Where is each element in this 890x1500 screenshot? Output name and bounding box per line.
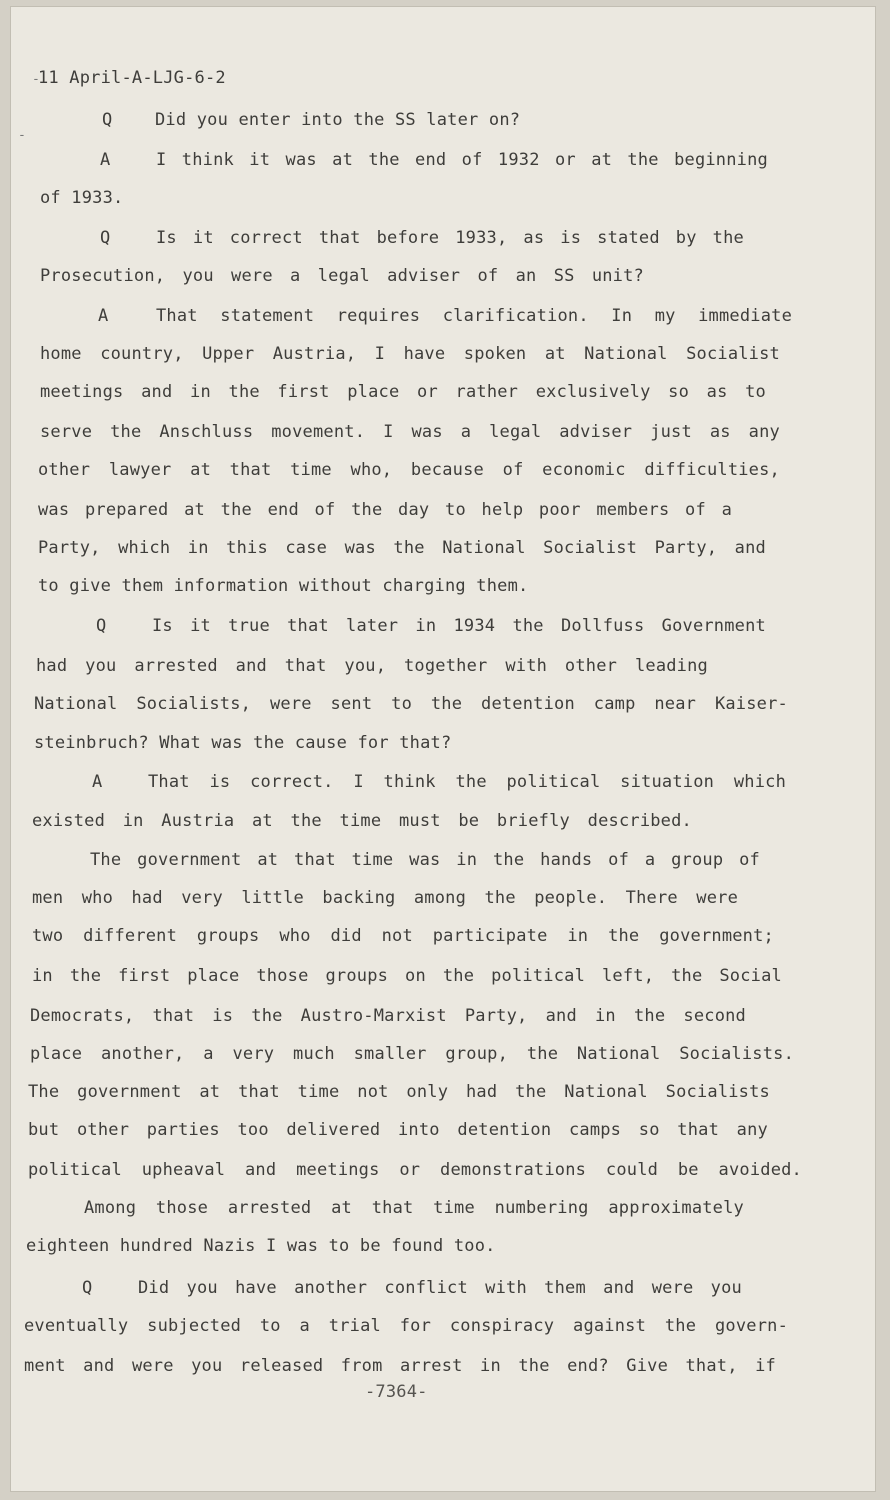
text-line: had you arrested and that you, together with other leading <box>36 656 708 676</box>
text-line: steinbruch? What was the cause for that? <box>34 733 452 753</box>
margin-mark: - <box>32 72 41 87</box>
text-line: but other parties too delivered into detention camps so that any <box>28 1120 768 1140</box>
text-line: political upheaval and meetings or demonstrations could be avoided. <box>28 1160 802 1180</box>
text-line: Did you have another conflict with them and were you <box>138 1278 742 1298</box>
text-line: Among those arrested at that time numbering approximately <box>84 1198 744 1218</box>
text-line: That statement requires clarification. In my immediate <box>156 306 792 326</box>
text-line: ment and were you released from arrest in the end? Give that, if <box>24 1356 776 1376</box>
document-header: 11 April-A-LJG-6-2 <box>38 68 226 88</box>
text-line: Party, which in this case was the National Socialist Party, and <box>38 538 766 558</box>
text-line: to give them information without charging them. <box>38 576 529 596</box>
text-line: I think it was at the end of 1932 or at the beginning <box>156 150 768 170</box>
text-line: serve the Anschluss movement. I was a legal adviser just as any <box>40 422 780 442</box>
text-line: of 1933. <box>40 188 124 208</box>
margin-mark: - <box>18 128 27 143</box>
text-line: The government at that time not only had the National Socialists <box>28 1082 770 1102</box>
text-line: two different groups who did not participate in the government; <box>32 926 774 946</box>
text-line: Is it true that later in 1934 the Dollfuss Government <box>152 616 766 636</box>
text-line: was prepared at the end of the day to help poor members of a <box>38 500 732 520</box>
speaker-label: Q <box>96 616 107 636</box>
speaker-label: A <box>98 306 109 326</box>
speaker-label: Q <box>100 228 111 248</box>
speaker-label: A <box>100 150 111 170</box>
text-line: eighteen hundred Nazis I was to be found too. <box>26 1236 496 1256</box>
text-line: eventually subjected to a trial for conspiracy against the govern- <box>24 1316 788 1336</box>
text-line: Democrats, that is the Austro-Marxist Party, and in the second <box>30 1006 746 1026</box>
text-line: Did you enter into the SS later on? <box>155 110 521 130</box>
text-line: existed in Austria at the time must be briefly described. <box>32 811 692 831</box>
document-page <box>10 6 876 1492</box>
text-line: The government at that time was in the hands of a group of <box>90 850 760 870</box>
page-number: -7364- <box>365 1382 428 1402</box>
speaker-label: A <box>92 772 103 792</box>
text-line: Prosecution, you were a legal adviser of an SS unit? <box>40 266 644 286</box>
speaker-label: Q <box>102 110 113 130</box>
text-line: home country, Upper Austria, I have spoken at National Socialist <box>40 344 780 364</box>
text-line: meetings and in the first place or rather exclusively so as to <box>40 382 766 402</box>
text-line: Is it correct that before 1933, as is stated by the <box>156 228 744 248</box>
text-line: men who had very little backing among the people. There were <box>32 888 738 908</box>
text-line: National Socialists, were sent to the detention camp near Kaiser- <box>34 694 788 714</box>
speaker-label: Q <box>82 1278 93 1298</box>
text-line: place another, a very much smaller group, the National Socialists. <box>30 1044 794 1064</box>
text-line: in the first place those groups on the political left, the Social <box>32 966 782 986</box>
text-line: other lawyer at that time who, because of economic difficulties, <box>38 460 780 480</box>
text-line: That is correct. I think the political situation which <box>148 772 786 792</box>
